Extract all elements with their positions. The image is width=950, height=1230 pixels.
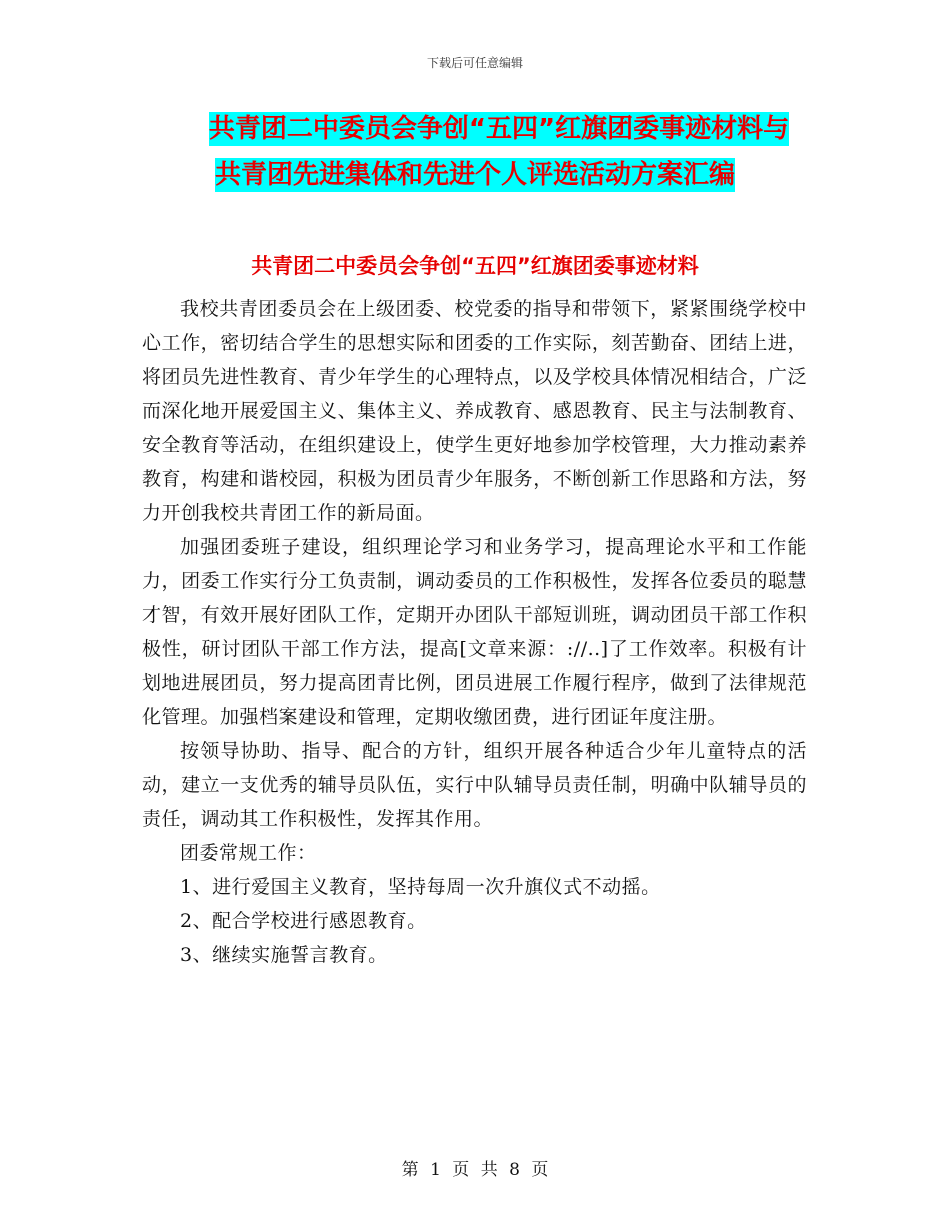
list-item-3: 3、继续实施誓言教育。 [180,944,388,966]
list-item-1: 1、进行爱国主义教育，坚持每周一次升旗仪式不动摇。 [180,876,661,898]
paragraph-4: 团委常规工作： [180,842,317,864]
page-footer: 第 1 页 共 8 页 [401,1160,549,1180]
paragraph-1: 我校共青团委员会在上级团委、校党委的指导和带领下，紧紧围绕学校中心工作，密切结合学生的思想实际和团委的工作实际，刻苦勤奋、团结上进，将团员先进性教育、青少年学生的心理特点，以及学校具体情况相结合，广泛而深化地开展爱国主义、集体主义、养成教育、感恩教育、民主与法制教育、安全教育等活动，在组织建设上，使学生更好地参加学校管理，大力推动素养教育，构建和谐校园，积极为团员青少年服务，不断创新工作思路和方法，努力开创我校共青团工作的新局面。 [142,298,807,524]
main-title-line-2-text: 共青团先进集体和先进个人评选活动方案汇编 [214,160,735,190]
paragraph-2: 加强团委班子建设，组织理论学习和业务学习，提高理论水平和工作能力，团委工作实行分工负责制，调动委员的工作积极性，发挥各位委员的聪慧才智，有效开展好团队工作，定期开办团队干部短训班，调动团员干部工作积极性，研讨团队干部工作方法，提高[文章来源：://..]了工作效率。积极有计划地进展团员，努力提高团青比例，团员进展工作履行程序，做到了法律规范化管理。加强档案建设和管理，定期收缴团费，进行团证年度注册。 [142,536,807,728]
paragraph-3: 按领导协助、指导、配合的方针，组织开展各种适合少年儿童特点的活动，建立一支优秀的辅导员队伍，实行中队辅导员责任制，明确中队辅导员的责任，调动其工作积极性，发挥其作用。 [142,740,807,830]
main-title-line-1-text: 共青团二中委员会争创“五四”红旗团委事迹材料与 [208,114,790,144]
list-item-2: 2、配合学校进行感恩教育。 [180,910,427,932]
section-title: 共青团二中委员会争创“五四”红旗团委事迹材料 [251,254,699,278]
main-title-line-1 [24,112,950,146]
body-text [142,292,807,972]
header-note: 下载后可任意编辑 [426,56,523,70]
main-title-line-2 [0,158,950,192]
